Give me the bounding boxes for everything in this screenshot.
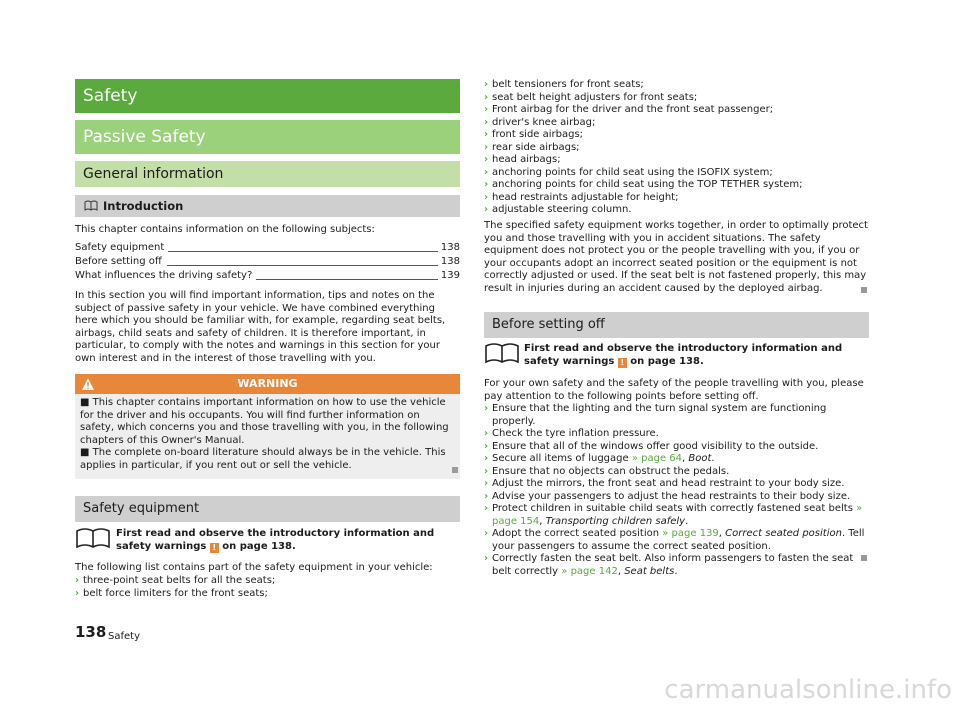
chevron-right-icon: › [484,428,489,439]
chevron-right-icon: › [484,179,489,190]
warning-item: ■ The complete on-board literature should always be in the vehicle. This applies in particular, if you rent out or sell the vehicle. [80,447,446,471]
book-icon [75,527,111,549]
book-icon [484,342,520,364]
list-item-tail: . [685,515,689,527]
list-item-text: Ensure that all of the windows offer good visibility to the outside. [492,440,819,452]
intro-text: This chapter contains information on the following subjects: [75,224,375,235]
chevron-right-icon: › [484,465,489,477]
subsection-heading: General information [75,161,460,187]
safety-equipment-heading: Safety equipment [75,496,460,522]
list-item-text: seat belt height adjusters for front seats; [492,91,698,103]
read-first-text: First read and observe the introductory information and safety warnings [524,343,843,367]
warning-mark-icon: ! [618,358,627,368]
separator: , [682,453,689,464]
section-text: In this section you will find important information, tips and notes on the subject of passive safety in your vehicle. We have combined everything here which you should be familiar with, for example, regarding seat belts, airbags, child seats and safety of children. It is therefore important, in particular, to comply with the notes and warnings in this section for your own interest and in the interest of those travelling with you. [75,290,446,364]
page-footer-label: Safety [108,631,140,642]
toc-dots [167,251,438,252]
read-first-page[interactable]: on page 138. [222,540,296,552]
toc-row[interactable] [75,270,460,283]
list-item [484,478,869,491]
toc-page: 138 [440,256,460,267]
toc-dots [245,279,438,280]
reference-title: Correct seated position [725,528,842,539]
list-item-text: Ensure that the lighting and the turn signal system are functioning properly. [492,403,827,427]
list-item [75,575,460,588]
list-item [484,92,869,105]
warning-header [75,374,460,394]
list-item [484,192,869,205]
list-item [484,403,869,428]
list-item-text: Correctly fasten the seat belt. Also inform passengers to fasten the seat belt correctly [492,553,854,577]
list-item [484,104,869,117]
read-first-text: First read and observe the introductory information and safety warnings [116,528,435,552]
section-heading: Passive Safety [75,120,460,154]
list-item-text: Adjust the mirrors, the front seat and head restraint to your body size. [492,478,845,489]
list-item-text: Advise your passengers to adjust the head restraints to their body size. [492,490,851,502]
list-item-text: Front airbag for the driver and the front seat passenger; [492,104,774,115]
list-item [484,179,869,192]
list-item-text: front side airbags; [492,129,584,140]
warning-box [75,374,460,479]
safety-equipment-list-left [75,575,460,600]
chevron-right-icon: › [484,490,489,502]
list-item [484,167,869,180]
chevron-right-icon: › [484,478,489,489]
list-item-text: Ensure that no objects can obstruct the pedals. [492,465,730,477]
list-item-text: head restraints adjustable for height; [492,191,679,203]
list-item-text: adjustable steering column. [492,204,632,215]
chevron-right-icon: › [484,553,489,564]
page-reference-link[interactable]: » page 64 [631,453,683,464]
list-item [484,453,869,466]
chevron-right-icon: › [75,587,80,599]
list-item [484,553,869,578]
list-item [484,142,869,155]
chevron-right-icon: › [484,204,489,215]
before-setting-off-list [484,403,869,578]
chevron-right-icon: › [484,528,489,539]
list-item-text: Secure all items of luggage [492,453,632,464]
chevron-right-icon: › [484,191,489,203]
page-number: 138 [75,623,107,641]
chevron-right-icon: › [484,453,489,464]
list-item [484,204,869,217]
toc-page: 139 [440,270,460,281]
reference-title: Boot [688,453,712,464]
separator: , [718,528,726,539]
safety-equipment-text: The following list contains part of the safety equipment in your vehicle: [75,562,433,573]
toc-label: Before setting off [75,256,166,269]
watermark-text: carmanualsonline.info [664,675,952,705]
before-setting-off-heading: Before setting off [484,312,869,338]
list-item-text: rear side airbags; [492,141,580,153]
list-item-text: belt tensioners for front seats; [492,79,644,90]
chapter-heading: Safety [75,79,460,113]
list-item-text: anchoring points for child seat using the TOP TETHER system; [492,179,803,190]
list-item-text: head airbags; [492,154,561,165]
list-item [75,588,460,601]
list-item [484,503,869,528]
chevron-right-icon: › [484,141,489,153]
list-item-text: Adopt the correct seated position [492,528,663,539]
warning-triangle-icon [81,377,95,391]
list-item-tail: . Tell your passengers to assume the correct seated position. [492,528,865,552]
separator: , [539,515,546,527]
toc-label: What influences the driving safety? [75,270,256,283]
reference-title: Transporting children safely [545,515,686,527]
list-item-text: three-point seat belts for all the seats; [83,575,276,586]
list-item [484,79,869,92]
end-of-section-mark [452,467,458,473]
warning-title: WARNING [237,377,298,390]
list-item-text: Check the tyre inflation pressure. [492,428,659,439]
list-item-tail: . [674,565,678,577]
list-item-text: belt force limiters for the front seats; [83,587,268,599]
book-icon [84,200,98,211]
list-item [484,129,869,142]
chevron-right-icon: › [484,129,489,140]
list-item [484,117,869,130]
chevron-right-icon: › [75,575,80,586]
list-item [484,491,869,504]
safety-equipment-summary: The specified safety equipment works together, in order to optimally protect you and those travelling with you in accident situations. The safety equipment does not protect you or the people travelling with you, if you or your occupants adopt an incorrect seated position or the equipment is not correctly adjusted or used. If the seat belt is not fastened properly, this may result in injuries during an accident caused by the deployed airbag. [484,220,868,294]
reference-title: Seat belts [624,565,675,577]
safety-equipment-list-right [484,79,869,217]
end-of-section-mark [861,555,867,561]
chevron-right-icon: › [484,116,489,128]
introduction-label: Introduction [103,199,184,213]
introduction-heading [75,195,460,217]
toc-dots [167,265,438,266]
chevron-right-icon: › [484,91,489,103]
warning-mark-icon: ! [210,543,219,553]
chevron-right-icon: › [484,154,489,165]
warning-item: ■ This chapter contains important information on how to use the vehicle for the driver and his occupants. You will find further information on safety, which concerns you and those travelling with you, in the following chapters of this Owner's Manual. [80,397,449,446]
chevron-right-icon: › [484,79,489,90]
list-item-text: driver's knee airbag; [492,116,596,128]
toc-row[interactable] [75,256,460,269]
warning-body [80,397,456,473]
toc-row[interactable] [75,242,460,255]
list-item [484,528,869,553]
list-item-text: Protect children in suitable child seats with correctly fastened seat belts [492,503,857,514]
chevron-right-icon: › [484,403,489,414]
list-item-tail: . [711,453,715,464]
list-item-text: anchoring points for child seat using the ISOFIX system; [492,166,773,178]
chevron-right-icon: › [484,440,489,452]
toc-page: 138 [440,242,460,253]
chevron-right-icon: › [484,166,489,178]
end-of-section-mark [861,287,867,293]
separator: , [617,565,625,577]
page-reference-link[interactable]: » page 154 [492,503,863,527]
before-setting-off-text: For your own safety and the safety of the people travelling with you, please pay attention to the following points before setting off. [484,378,864,402]
read-first-page[interactable]: on page 138. [630,355,704,367]
list-item [484,154,869,167]
page-reference-link[interactable]: » page 142 [561,565,618,577]
toc-label: Safety equipment [75,242,168,255]
list-item [484,466,869,479]
chevron-right-icon: › [484,104,489,115]
read-first-note [524,343,864,368]
page-reference-link[interactable]: » page 139 [662,528,719,539]
list-item [484,441,869,454]
read-first-note [116,528,456,553]
list-item [484,428,869,441]
chevron-right-icon: › [484,503,489,514]
